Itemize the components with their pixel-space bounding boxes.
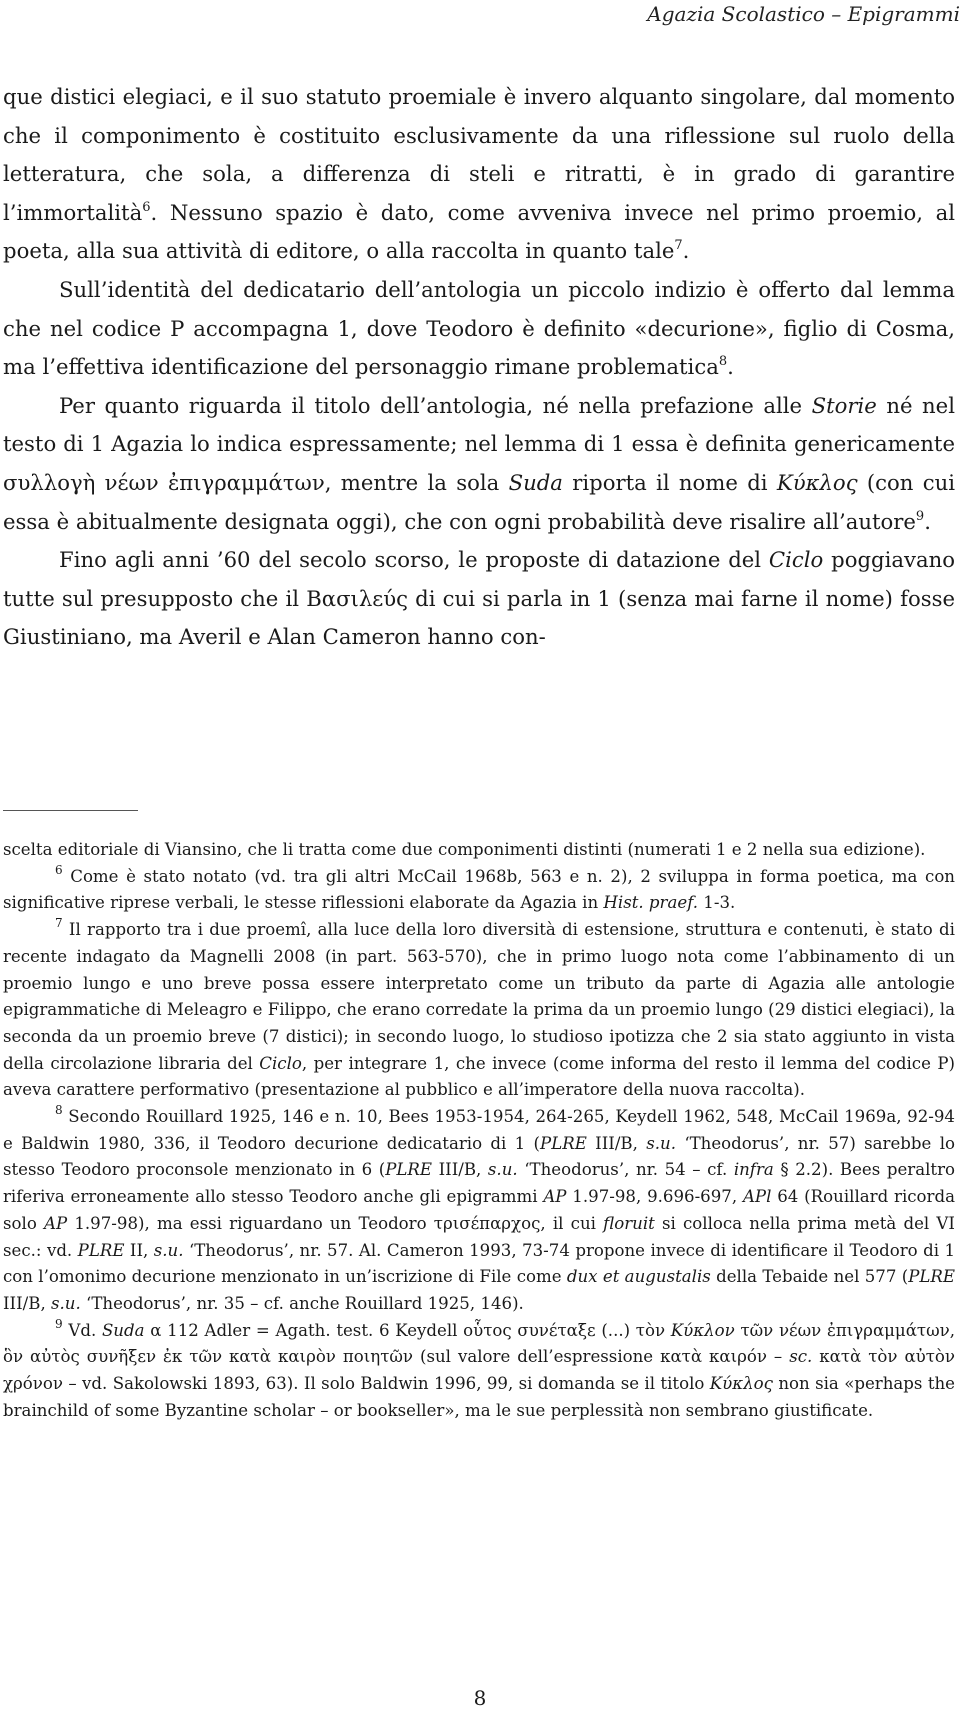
greek-kyklos: Κύκλος — [776, 469, 858, 495]
footnote-number: 6 — [55, 862, 63, 877]
text-run: (con cui essa è abitualmente designata oggi), che con ogni probabilità deve risalire all’autore — [3, 469, 955, 534]
italic-run: s.u. — [153, 1240, 184, 1260]
text-run: κατὰ τὸν αὐτὸν χρόνον – vd. Sakolowski 1893, 63). Il solo Baldwin 1996, 99, si domanda se il titolo — [3, 1347, 955, 1394]
italic-run: floruit — [603, 1213, 655, 1233]
main-text — [3, 78, 955, 657]
text-run: Fino agli anni ’60 del secolo scorso, le proposte di datazione del — [59, 547, 769, 573]
text-run: ‘Theodorus’, nr. 35 – cf. anche Rouillard 1925, 146). — [80, 1293, 524, 1313]
text-run: Secondo Rouillard 1925, 146 e n. 10, Bees 1953-1954, 264-265, Keydell 1962, 548, McCail 1969a, 92-94 e Baldwin 1980, 336, il Teodoro decurione dedicatario di 1 ( — [3, 1107, 955, 1153]
text-run: 64 (Rouillard ricorda solo — [3, 1187, 955, 1233]
text-run: III/B, — [432, 1160, 488, 1180]
text-run: 1.97-98, 9.696-697, — [566, 1187, 743, 1207]
text-run: ‘Theodorus’, nr. 57. Al. Cameron 1993, 73-74 propone invece di identificare il Teodoro di 1 con l’omonimo decurione menzionato in un’iscrizione di File come — [3, 1240, 955, 1287]
greek-kyklon: Κύκλον — [670, 1320, 735, 1340]
text-run: , per integrare 1, che invece (come informa del resto il lemma del codice P) aveva carattere performativo (presentazione al pubblico e all’imperatore della nuova raccolta). — [3, 1053, 956, 1100]
text-run: 1-3. — [698, 893, 736, 913]
paragraph-4 — [3, 541, 955, 657]
footnote-ref-8[interactable]: 8 — [718, 354, 728, 370]
text-run: ‘Theodorus’, nr. 54 – cf. — [517, 1160, 734, 1180]
footnote-number: 7 — [55, 916, 63, 931]
italic-run: s.u. — [487, 1160, 518, 1180]
page-number: 8 — [473, 1686, 487, 1710]
text-run: ‘Theodorus’, nr. 57) sarebbe lo stesso Teodoro proconsole menzionato in 6 ( — [3, 1133, 955, 1180]
italic-run: s.u. — [646, 1133, 676, 1153]
text-run: Vd. — [62, 1320, 102, 1340]
text-run: . — [924, 508, 931, 534]
italic-run: AP — [543, 1187, 567, 1207]
footnote-ref-9[interactable]: 9 — [915, 508, 925, 524]
footnote-6 — [3, 864, 955, 917]
text-run: Il rapporto tra i due proemî, alla luce della loro diversità di estensione, struttura e contenuti, è stato di recente indagato da Magnelli 2008 (in part. 563-570), che in primo luogo nota come l’abbinamento di un proemio lungo e uno breve possa essere interpretato come un tributo da parte di Agazia alle antologie epigrammatiche di Meleagro e Filippo, che erano corredate la prima da un proemio lungo (29 distici elegiaci), la seconda da un proemio breve (7 distici); in secondo luogo, lo studioso ipotizza che 2 sia stato aggiunto in vista della circolazione libraria del — [3, 920, 955, 1073]
footnote-number: 8 — [55, 1103, 63, 1118]
text-run: né nel testo di 1 Agazia lo indica espressamente; nel lemma di 1 essa è definita genericamente — [3, 392, 955, 457]
italic-run: sc. — [789, 1347, 813, 1367]
italic-run: infra — [733, 1160, 774, 1180]
footnote-8 — [3, 1104, 955, 1318]
text-run: que distici elegiaci, e il suo statuto proemiale è invero alquanto singolare, dal momento che il componimento è costituito esclusivamente da una riflessione sul ruolo della letteratura, che sola, a differenza di steli e ritratti, è in grado di garantire l’immortalità — [3, 84, 955, 225]
running-head: Agazia Scolastico – Epigrammi — [647, 2, 960, 26]
text-run: della Tebaide nel 577 ( — [710, 1267, 909, 1287]
footnote-9 — [3, 1318, 955, 1425]
paragraph-3 — [3, 387, 955, 541]
text-run: , mentre la sola — [324, 469, 509, 495]
greek-phrase: συλλογὴ νέων ἐπιγραμμάτων — [3, 469, 325, 495]
italic-run: PLRE — [77, 1240, 125, 1260]
italic-run: Suda — [101, 1320, 145, 1340]
italic-run: dux et augustalis — [566, 1267, 711, 1287]
text-run: poggiavano tutte sul presupposto che il — [3, 547, 956, 611]
text-run: § 2.2). Bees peraltro riferiva erroneamente allo stesso Teodoro anche gli epigrammi — [3, 1160, 955, 1207]
italic-run: Ciclo — [259, 1053, 302, 1073]
footnote-7 — [3, 917, 955, 1104]
text-run: . — [682, 238, 690, 264]
greek-basileus: Βασιλεύς — [306, 585, 409, 611]
italic-run: Hist. praef. — [603, 893, 699, 913]
text-run: . — [727, 354, 734, 380]
text-run: . Nessuno spazio è dato, come avveniva invece nel primo proemio, al poeta, alla sua attività di editore, o alla raccolta in quanto tale — [3, 199, 955, 264]
text-run: III/B, — [3, 1293, 51, 1313]
italic-run: s.u. — [51, 1293, 81, 1313]
footnote-number: 9 — [55, 1316, 63, 1331]
text-run: α 112 Adler = Agath. test. 6 Keydell οὗτος συνέταξε (...) τὸν — [144, 1320, 671, 1340]
footnote-ref-7[interactable]: 7 — [674, 238, 683, 254]
footnotes — [3, 837, 955, 1424]
title-ciclo: Ciclo — [768, 547, 824, 573]
text-run: riporta il nome di — [562, 469, 777, 495]
footnote-divider — [3, 810, 138, 811]
italic-run: APl — [742, 1187, 772, 1207]
text-run: non sia «perhaps the brainchild of some Byzantine scholar – or bookseller», ma le sue perplessità non sembrano giustificate. — [3, 1374, 955, 1420]
text-run: , il cui — [540, 1213, 604, 1233]
text-run: si colloca nella prima metà del VI sec.: vd. — [3, 1213, 955, 1260]
title-suda: Suda — [508, 469, 563, 495]
text-run: III/B, — [586, 1133, 647, 1153]
italic-run: PLRE — [908, 1267, 955, 1287]
footnote-ref-6[interactable]: 6 — [142, 199, 151, 215]
text-run: Sull’identità del dedicatario dell’antologia un piccolo indizio è offerto dal lemma che nel codice P accompagna 1, dove Teodoro è definito «decurione», figlio di Cosma, ma l’effettiva identificazione del personaggio rimane problematica — [3, 276, 955, 380]
italic-run: PLRE — [540, 1133, 587, 1153]
greek-phrase: τρισέπαρχος — [433, 1213, 541, 1233]
text-run: di cui si parla in 1 (senza mai farne il nome) fosse Giustiniano, ma Averil e Alan Cameron hanno con- — [3, 585, 955, 650]
paragraph-2 — [3, 271, 955, 387]
text-run: Per quanto riguarda il titolo dell’antologia, né nella prefazione alle — [59, 392, 812, 418]
text-run: Come è stato notato (vd. tra gli altri McCail 1968b, 563 e n. 2), 2 sviluppa in forma poetica, ma con significative riprese verbali, le stesse riflessioni elaborate da Agazia in — [3, 866, 955, 913]
text-run: τῶν νέων ἐπιγραμμάτων, ὃν αὐτὸς συνῆξεν ἐκ τῶν κατὰ καιρὸν ποιητῶν (sul valore dell’espressione κατὰ καιρόν – — [3, 1320, 955, 1367]
text-run: II, — [124, 1240, 154, 1260]
text-run: 1.97-98), ma essi riguardano un Teodoro — [67, 1213, 434, 1233]
title-storie: Storie — [811, 392, 877, 418]
italic-run: AP — [44, 1213, 68, 1233]
paragraph-1 — [3, 78, 955, 271]
footnote-continuation: scelta editoriale di Viansino, che li tratta come due componimenti distinti (numerati 1 e 2 nella sua edizione). — [3, 840, 926, 859]
greek-kyklos: Κύκλος — [709, 1374, 773, 1394]
italic-run: PLRE — [385, 1160, 433, 1180]
